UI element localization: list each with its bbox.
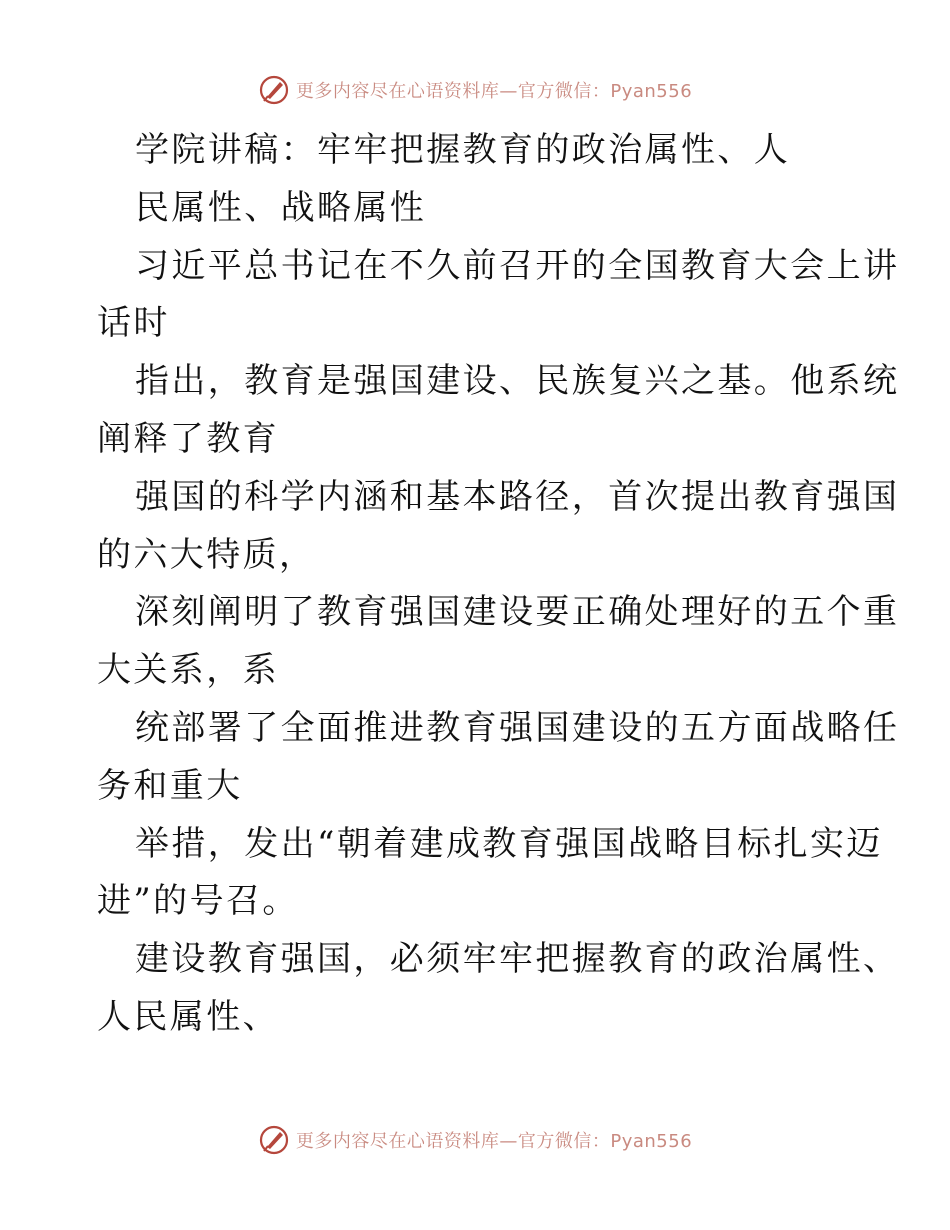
document-body xyxy=(97,122,900,1047)
footer-watermark-text: 更多内容尽在心语资料库—官方微信：Pyan556 xyxy=(295,1131,693,1152)
paragraph-line: 强国的科学内涵和基本路径，首次提出教育强国 xyxy=(135,476,900,517)
paragraph-line: 统部署了全面推进教育强国建设的五方面战略任 xyxy=(135,707,900,748)
paragraph-line: 大关系，系 xyxy=(97,650,279,691)
footer-watermark-banner xyxy=(0,1120,950,1160)
paragraph-line: 阐释了教育 xyxy=(97,418,279,459)
quill-pen-logo-icon xyxy=(258,74,290,106)
paragraph-line: 建设教育强国，必须牢牢把握教育的政治属性、 xyxy=(135,939,900,980)
paragraph-line: 习近平总书记在不久前召开的全国教育大会上讲 xyxy=(135,245,900,286)
paragraph-line: 务和重大 xyxy=(97,765,243,806)
paragraph-line: 话时 xyxy=(97,303,170,344)
paragraph-line: 举措，发出“朝着建成教育强国战略目标扎实迈 xyxy=(135,823,883,864)
paragraph-line: 指出，教育是强国建设、民族复兴之基。他系统 xyxy=(135,361,900,402)
paragraph-line: 人民属性、 xyxy=(97,996,279,1037)
header-watermark-text: 更多内容尽在心语资料库—官方微信：Pyan556 xyxy=(295,81,693,102)
paragraph-line: 的六大特质， xyxy=(97,534,316,575)
title-line-1: 学院讲稿：牢牢把握教育的政治属性、人 xyxy=(135,130,791,170)
quill-pen-logo-icon xyxy=(258,1124,290,1156)
header-watermark-banner xyxy=(0,70,950,110)
paragraph-line: 深刻阐明了教育强国建设要正确处理好的五个重 xyxy=(135,592,900,633)
paragraph-line: 进”的号召。 xyxy=(97,881,299,922)
title-line-2: 民属性、战略属性 xyxy=(135,187,427,228)
